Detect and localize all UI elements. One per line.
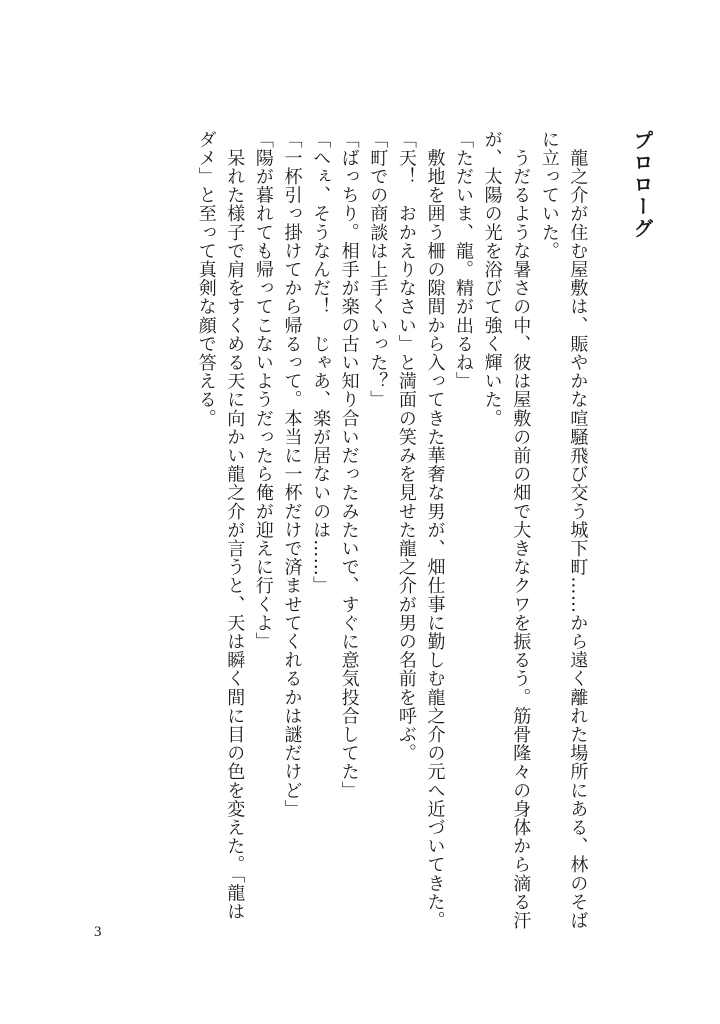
text-line: 「ただいま、龍。精が出るね」 (453, 130, 475, 391)
text-line: 龍之介が住む屋敷は、賑やかな喧騒飛び交う城下町……から遠く離れた場所にある、林のそば (567, 130, 589, 930)
page-number: 3 (94, 924, 102, 940)
text-line: 「へぇ、そうなんだ！ じゃあ、楽が居ないのは……」 (310, 130, 332, 595)
vertical-text-block (191, 130, 656, 930)
text-line: ダメ」と至って真剣な顔で答える。 (195, 130, 217, 428)
text-line: 「陽が暮れても帰ってこないようだったら俺が迎えに行くよ」 (252, 130, 274, 651)
text-line: 「町での商談は上手くいった？」 (367, 130, 389, 409)
text-line: 呆れた様子で肩をすくめる天に向かい龍之介が言うと、天は瞬く間に目の色を変えた。「龍は (224, 130, 246, 921)
text-line: うだるような暑さの中、彼は屋敷の前の畑で大きなクワを振るう。筋骨隆々の身体から滴る汗 (510, 130, 532, 930)
text-line: に立っていた。 (538, 130, 560, 261)
chapter-title: プロローグ (630, 130, 654, 240)
text-line: が、太陽の光を浴びて強く輝いた。 (481, 130, 503, 428)
text-line: 「ばっちり。相手が楽の古い知り合いだったみたいで、すぐに意気投合してた」 (338, 130, 360, 800)
text-line: 「一杯引っ掛けてから帰るって。本当に一杯だけで済ませてくれるかは謎だけど」 (281, 130, 303, 819)
text-line: 敷地を囲う柵の隙間から入ってきた華奢な男が、畑仕事に勤しむ龍之介の元へ近づいてきた。 (424, 130, 446, 930)
text-line: 「天！ おかえりなさい」と満面の笑みを見せた龍之介が男の名前を呼ぶ。 (395, 130, 417, 763)
